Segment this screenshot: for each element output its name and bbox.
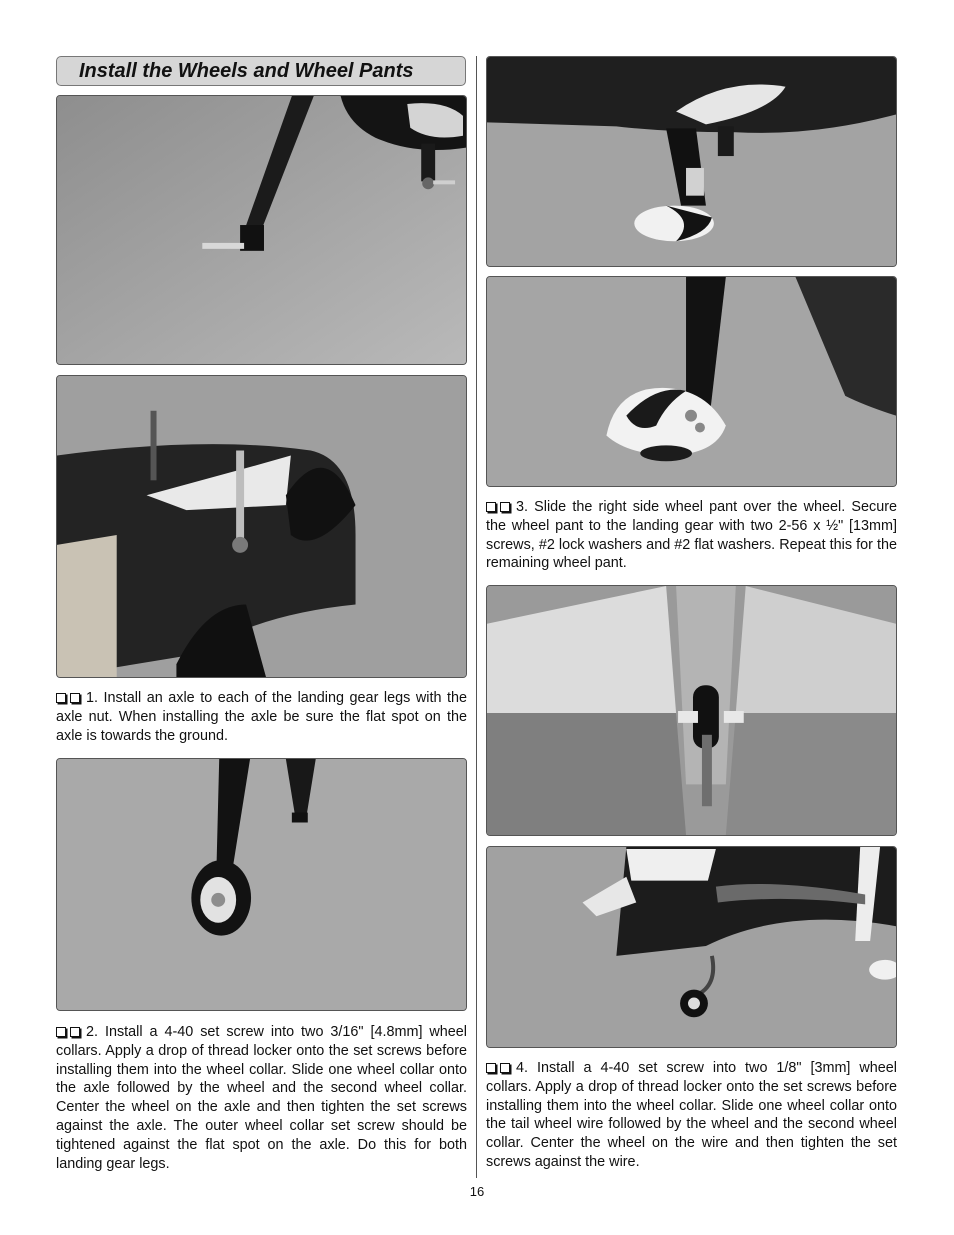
photo-tail-wheel-side <box>486 846 897 1048</box>
checkbox-icon[interactable] <box>486 1063 496 1073</box>
photo-wheel-pant-front <box>486 56 897 267</box>
step-2-text <box>56 1023 467 1173</box>
checkbox-icon[interactable] <box>500 502 510 512</box>
checkbox-icon[interactable] <box>56 693 66 703</box>
step-1-text <box>56 689 467 745</box>
step-3-text <box>486 498 897 573</box>
step-1-checkboxes[interactable] <box>56 689 86 708</box>
step-2-checkboxes[interactable] <box>56 1023 86 1042</box>
checkbox-icon[interactable] <box>70 693 80 703</box>
step-4-instruction: 4. Install a 4-40 set screw into two 1/8" [3mm] wheel collars. Apply a drop of thread locker onto the set screws before installing them into the wheel collar. Slide one wheel collar onto the tail wheel wire followed by the wheel and the second wheel collar. Center the wheel on the wire and then tighten the set screws against the wire. <box>486 1060 897 1170</box>
step-2-instruction: 2. Install a 4-40 set screw into two 3/16" [4.8mm] wheel collars. Apply a drop of thread locker onto the set screws before installing them into the wheel collar. Slide one wheel collar onto the axle followed by the wheel and the second wheel collar. Center the wheel on the axle and then tighten the set screws against the axle. The outer wheel collar set screw should be tightened against the flat spot on the axle. Do this for both landing gear legs. <box>56 1024 467 1172</box>
checkbox-icon[interactable] <box>70 1027 80 1037</box>
section-title: Install the Wheels and Wheel Pants <box>79 60 414 82</box>
step-4-text <box>486 1059 897 1172</box>
page-number: 16 <box>469 1184 485 1199</box>
checkbox-icon[interactable] <box>56 1027 66 1037</box>
step-1-instruction: 1. Install an axle to each of the landing gear legs with the axle nut. When installing the axle be sure the flat spot on the axle is towards the ground. <box>56 690 467 744</box>
photo-tail-wheel-bottom <box>486 585 897 836</box>
photo-gear-legs-axle <box>56 95 467 365</box>
step-3-checkboxes[interactable] <box>486 498 516 517</box>
checkbox-icon[interactable] <box>486 502 496 512</box>
photo-wheel-pant-side <box>486 276 897 487</box>
section-header <box>56 56 466 86</box>
photo-axle-installed <box>56 375 467 678</box>
step-3-instruction: 3. Slide the right side wheel pant over the wheel. Secure the wheel pant to the landing gear with two 2-56 x ½" [13mm] screws, #2 lock washers and #2 flat washers. Repeat this for the remaining wheel pant. <box>486 499 897 572</box>
step-4-checkboxes[interactable] <box>486 1059 516 1078</box>
photo-wheel-installed <box>56 758 467 1011</box>
column-divider <box>476 56 477 1178</box>
checkbox-icon[interactable] <box>500 1063 510 1073</box>
